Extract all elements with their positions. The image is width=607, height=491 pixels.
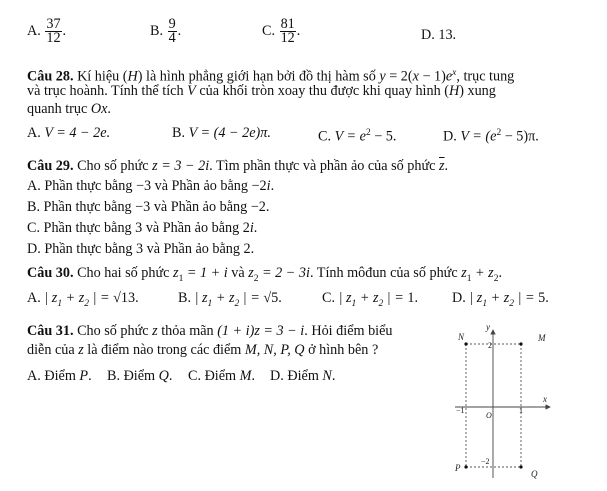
q28-option-c: C. $V = e^2 - 5$.: [318, 128, 397, 145]
label-m: M: [538, 333, 546, 343]
tick-y-minus2: −2: [481, 457, 490, 466]
q29-option-c: C. Phần thực bằng 3 và Phần ảo bằng 2i.: [27, 220, 258, 236]
y-axis-label: y: [486, 322, 490, 332]
q31-stem-line1: Câu 31. Cho số phức z thỏa mãn (1 + i)z = 3 − i. Hỏi điểm biểu: [27, 323, 393, 339]
q27-option-d: D. 13.: [421, 27, 457, 43]
q31-stem-line2: diễn của z là điểm nào trong các điểm M, N, P, Q ở hình bên ?: [27, 342, 379, 358]
q31-option-c: C. Điểm M.: [188, 368, 256, 384]
tick-y-2: 2: [488, 341, 492, 350]
q30-title: Câu 30.: [27, 265, 74, 281]
q28-option-b: B. V = (4 − 2e)π.: [172, 125, 271, 141]
q29-option-a: A. Phần thực bằng −3 và Phần ảo bằng −2i.: [27, 178, 275, 194]
point-n: [464, 342, 467, 345]
q29-stem: Câu 29. Cho số phức z = 3 − 2i. Tìm phần thực và phần ảo của số phức $\overline{z}$.: [27, 158, 449, 174]
q30-option-d: D. | $z_1 + z_2$ | = 5.: [452, 290, 549, 309]
q31-option-a: A. Điểm P.: [27, 368, 92, 384]
q30-stem: Câu 30. Cho hai số phức $z_1 = 1 + i$ và $z_2 = 2 - 3i$. Tính môđun của số phức $z_1 + z_2$.: [27, 265, 502, 284]
q28-option-d: D. $V = (e^2 - 5)\pi$.: [443, 128, 539, 145]
point-m: [519, 342, 522, 345]
label-q: Q: [531, 469, 538, 479]
label-n: N: [458, 332, 465, 342]
q28-stem-line1: Câu 28. Kí hiệu (H) là hình phẳng giới hạn bởi đồ thị hàm số $y = 2(x - 1)e^x$, trục tung: [27, 68, 515, 85]
point-p: [464, 465, 467, 468]
q30-option-a: A. | $z_1 + z_2$ | = √13.: [27, 290, 139, 309]
tick-x-1: 1: [519, 406, 523, 415]
q31-title: Câu 31.: [27, 323, 74, 339]
q27-c-fraction: $\frac{81}{12}$: [280, 16, 295, 46]
x-axis-label: x: [543, 394, 547, 404]
q28-stem-line2: và trục hoành. Tính thể tích V của khối tròn xoay thu được khi quay hình (H) xung: [27, 83, 496, 99]
tick-x-minus1: −1: [456, 406, 465, 415]
q29-option-d: D. Phần thực bằng 3 và Phần ảo bằng 2.: [27, 241, 255, 257]
q30-option-b: B. | $z_1 + z_2$ | = √5.: [178, 290, 282, 309]
label-p: P: [455, 463, 461, 473]
q27-b-fraction: $\frac{9}{4}$: [168, 16, 176, 46]
q29-option-b: B. Phần thực bằng −3 và Phần ảo bằng −2.: [27, 199, 270, 215]
q31-option-d: D. Điểm N.: [270, 368, 336, 384]
q30-option-c: C. | $z_1 + z_2$ | = 1.: [322, 290, 418, 309]
q27-option-b: B. $\frac{9}{4}$ .: [150, 16, 182, 46]
q28-stem-line3: quanh trục Ox.: [27, 101, 111, 117]
point-q: [519, 465, 522, 468]
q28-option-a: A. V = 4 − 2e.: [27, 125, 111, 141]
q31-option-b: B. Điểm Q.: [107, 368, 173, 384]
q27-option-a: A. $\frac{37}{12}$ .: [27, 16, 67, 46]
origin-label: O: [486, 411, 492, 420]
q28-title: Câu 28.: [27, 68, 74, 85]
q27-a-fraction: $\frac{37}{12}$: [46, 16, 61, 46]
q29-title: Câu 29.: [27, 158, 74, 174]
q27-option-c: C. $\frac{81}{12}$ .: [262, 16, 301, 46]
